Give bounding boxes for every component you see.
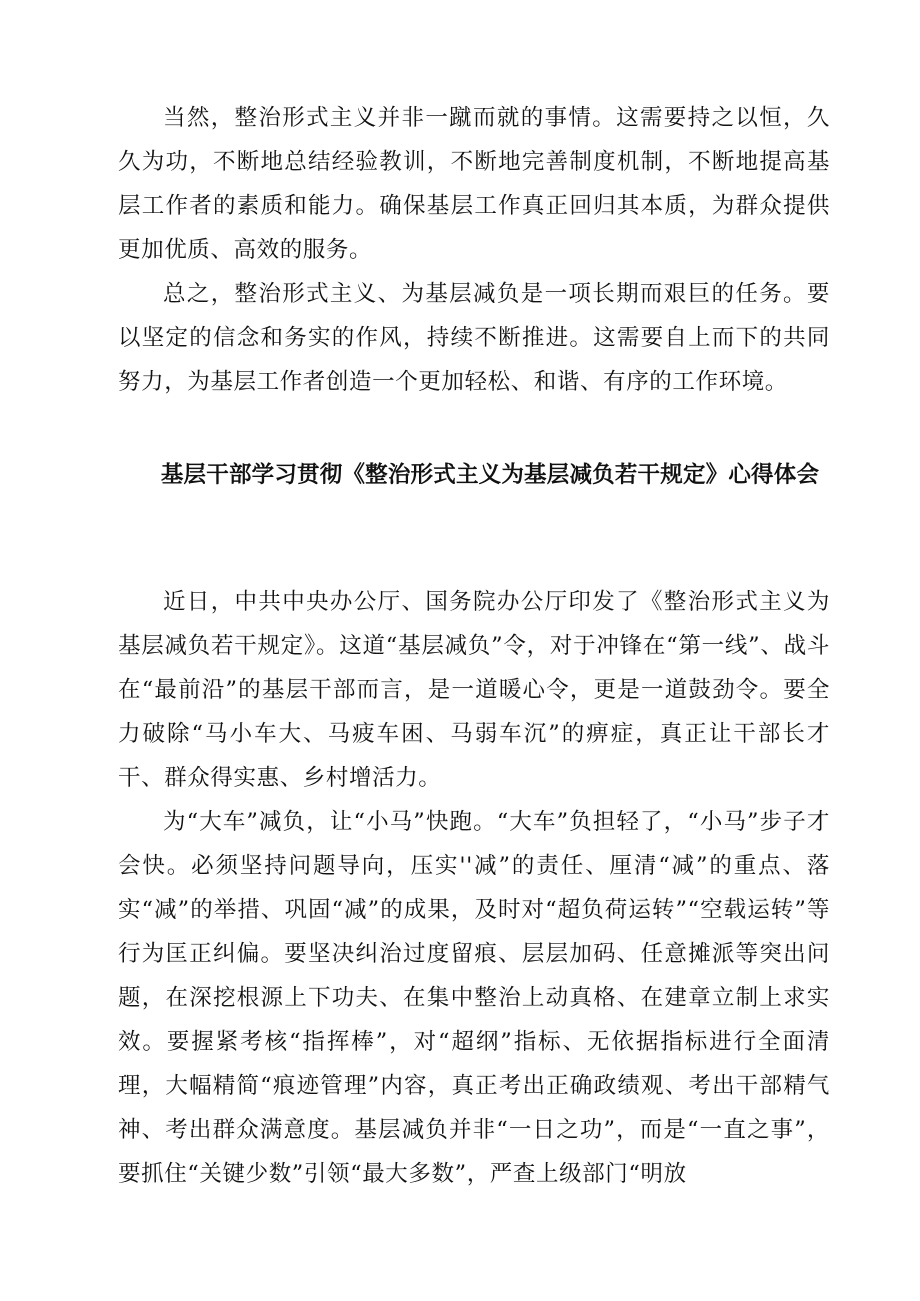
paragraph-conclusion: 总之，整治形式主义、为基层减负是一项长期而艰巨的任务。要以坚定的信念和务实的作风，持续不断推进。这需要自上而下的共同努力，为基层工作者创造一个更加轻松、和谐、有序的工作环境。 — [118, 281, 830, 395]
paragraph-big-cart: 为“大车”减负，让“小马”快跑。“大车”负担轻了，“小马”步子才会快。必须坚持问题导向，压实''减”的责任、厘清“减”的重点、落实“减”的举措、巩固“减”的成果，及时对“超负荷运转”“空载运转”等行为匡正纠偏。要坚决纠治过度留痕、层层加码、任意摊派等突出问题，在深挖根源上下功夫、在集中整治上动真格、在建章立制上求实效。要握紧考核“指挥棒”，对“超纲”指标、无依据指标进行全面清理，大幅精简“痕迹管理”内容，真正考出正确政绩观、考出干部精气神、考出群众满意度。基层减负并非“一日之功”，而是“一直之事”，要抓住“关键少数”引领“最大多数”，严查上级部门“明放 — [118, 809, 830, 1187]
paragraph-persistence: 当然，整治形式主义并非一蹴而就的事情。这需要持之以恒，久久为功，不断地总结经验教训，不断地完善制度机制，不断地提高基层工作者的素质和能力。确保基层工作真正回归其本质，为群众提供更加优质、高效的服务。 — [118, 105, 830, 263]
paragraph-intro: 近日，中共中央办公厅、国务院办公厅印发了《整治形式主义为基层减负若干规定》。这道“基层减负”令，对于冲锋在“第一线”、战斗在“最前沿”的基层干部而言，是一道暖心令，更是一道鼓劲令。要全力破除“马小车大、马疲车困、马弱车沉”的痹症，真正让干部长才干、群众得实惠、乡村增活力。 — [118, 589, 830, 791]
article-title: 基层干部学习贯彻《整治形式主义为基层减负若干规定》心得体会 — [160, 462, 820, 488]
